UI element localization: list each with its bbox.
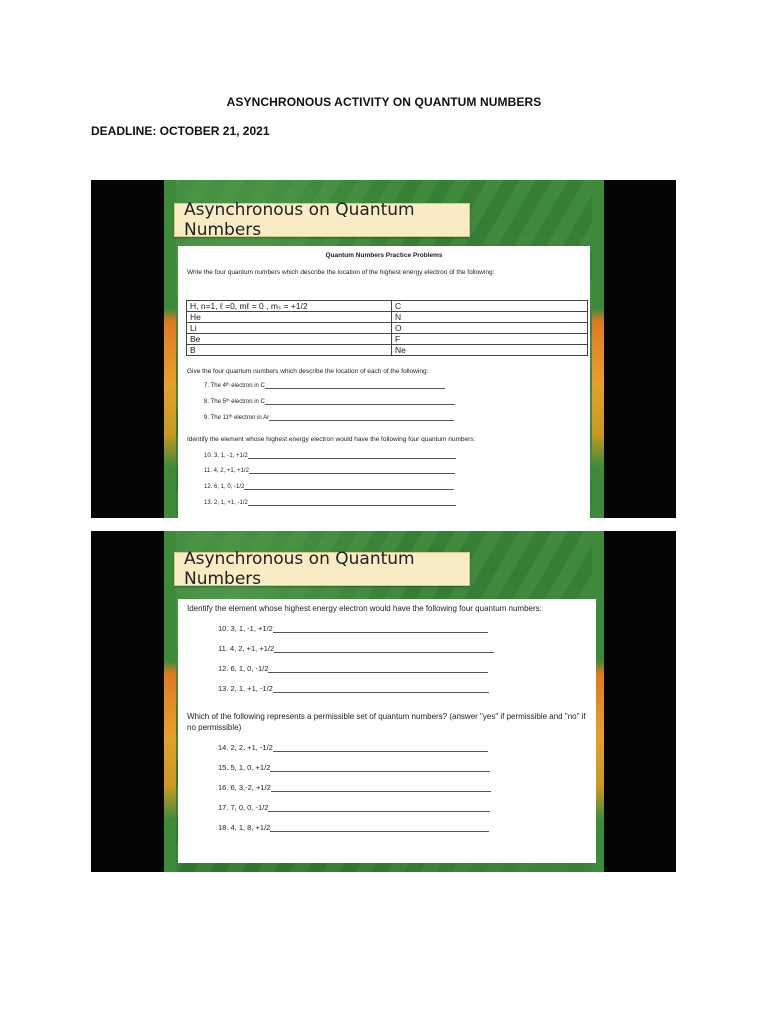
question-text: 16. 6, 3,-2, +1/2 bbox=[218, 783, 271, 792]
answer-blank bbox=[270, 831, 489, 832]
table-row bbox=[187, 301, 588, 312]
table-cell: N bbox=[392, 312, 588, 323]
worksheet-title: Quantum Numbers Practice Problems bbox=[325, 252, 443, 259]
question-line bbox=[204, 500, 456, 506]
table-cell: Ne bbox=[392, 345, 588, 356]
table-row bbox=[187, 323, 588, 334]
question-line bbox=[218, 664, 488, 673]
table-cell: Li bbox=[187, 323, 392, 334]
quantum-numbers-table bbox=[186, 300, 588, 356]
table-cell: H, n=1, ℓ =0, mℓ = 0 , mₛ = +1/2 bbox=[187, 301, 392, 312]
question-text: 11. 4, 2, +1, +1/2 bbox=[204, 468, 249, 474]
question-text: 12. 6, 1, 0, -1/2 bbox=[204, 484, 245, 490]
screenshot-1 bbox=[91, 180, 676, 518]
slide-edge-decoration bbox=[592, 180, 604, 518]
question-line bbox=[204, 383, 445, 389]
question-line bbox=[204, 415, 454, 421]
answer-blank bbox=[268, 672, 488, 673]
question-text: 18. 4, 1, 8, +1/2 bbox=[218, 823, 271, 832]
slide-banner: Asynchronous on Quantum Numbers bbox=[174, 552, 470, 586]
question-text: 17. 7, 0, 0, -1/2 bbox=[218, 803, 269, 812]
table-cell: F bbox=[392, 334, 588, 345]
question-line bbox=[218, 803, 490, 812]
question-text: 13. 2, 1, +1, -1/2 bbox=[218, 684, 273, 693]
table-cell: B bbox=[187, 345, 392, 356]
question-text: 12. 6, 1, 0, -1/2 bbox=[218, 664, 269, 673]
worksheet-instruction: Write the four quantum numbers which describe the location of the highest energy electron of the following: bbox=[187, 269, 495, 276]
table-cell: O bbox=[392, 323, 588, 334]
question-line bbox=[204, 484, 454, 490]
question-line bbox=[218, 823, 489, 832]
answer-blank bbox=[248, 458, 456, 459]
question-line bbox=[218, 684, 489, 693]
worksheet-instruction: Identify the element whose highest energy electron would have the following four quantum numbers: bbox=[187, 436, 476, 443]
question-line bbox=[218, 644, 494, 653]
answer-blank bbox=[249, 473, 455, 474]
question-line bbox=[218, 743, 488, 752]
answer-blank bbox=[244, 489, 454, 490]
answer-blank bbox=[273, 751, 488, 752]
answer-blank bbox=[273, 632, 488, 633]
screenshot-2 bbox=[91, 531, 676, 872]
question-text: 10. 3, 1, -1, +1/2 bbox=[204, 453, 248, 459]
question-text: 14. 2, 2, +1, -1/2 bbox=[218, 743, 273, 752]
worksheet-instruction: Give the four quantum numbers which describe the location of each of the following: bbox=[187, 368, 429, 375]
answer-blank bbox=[274, 652, 494, 653]
question-line bbox=[218, 624, 488, 633]
answer-blank bbox=[268, 811, 490, 812]
worksheet-instruction: Which of the following represents a permissible set of quantum numbers? (answer "yes" if permissible and "no" if bbox=[187, 712, 586, 721]
table-row bbox=[187, 312, 588, 323]
question-line bbox=[204, 468, 455, 474]
question-line bbox=[204, 399, 455, 405]
slide-1 bbox=[164, 180, 604, 518]
question-text: 10. 3, 1, -1, +1/2 bbox=[218, 624, 273, 633]
worksheet bbox=[178, 599, 596, 863]
answer-blank bbox=[265, 404, 455, 405]
question-line bbox=[218, 763, 490, 772]
table-cell: Be bbox=[187, 334, 392, 345]
worksheet bbox=[178, 246, 590, 518]
table-row bbox=[187, 334, 588, 345]
answer-blank bbox=[273, 692, 489, 693]
answer-blank bbox=[269, 420, 454, 421]
answer-blank bbox=[270, 771, 490, 772]
worksheet-instruction: Identify the element whose highest energy electron would have the following four quantum numbers: bbox=[187, 604, 542, 613]
question-text: 8. The 5ᵗʰ electron in C bbox=[204, 399, 265, 405]
answer-blank bbox=[248, 505, 456, 506]
answer-blank bbox=[271, 791, 491, 792]
question-text: 7. The 4ᵗʰ electron in C bbox=[204, 383, 265, 389]
question-text: 9. The 11ᵗʰ electron in Ar bbox=[204, 415, 270, 421]
answer-blank bbox=[265, 388, 445, 389]
question-line bbox=[218, 783, 491, 792]
question-text: 13. 2, 1, +1, -1/2 bbox=[204, 500, 248, 506]
slide-2 bbox=[164, 531, 604, 872]
table-cell: He bbox=[187, 312, 392, 323]
question-line bbox=[204, 453, 456, 459]
slide-banner: Asynchronous on Quantum Numbers bbox=[174, 203, 470, 237]
table-cell: C bbox=[392, 301, 588, 312]
document-title: ASYNCHRONOUS ACTIVITY ON QUANTUM NUMBERS bbox=[226, 95, 542, 109]
question-text: 11. 4, 2, +1, +1/2 bbox=[218, 644, 275, 653]
table-row bbox=[187, 345, 588, 356]
worksheet-instruction: no permissible) bbox=[187, 723, 242, 732]
document-deadline: DEADLINE: OCTOBER 21, 2021 bbox=[91, 124, 270, 138]
question-text: 15. 5, 1, 0, +1/2 bbox=[218, 763, 271, 772]
